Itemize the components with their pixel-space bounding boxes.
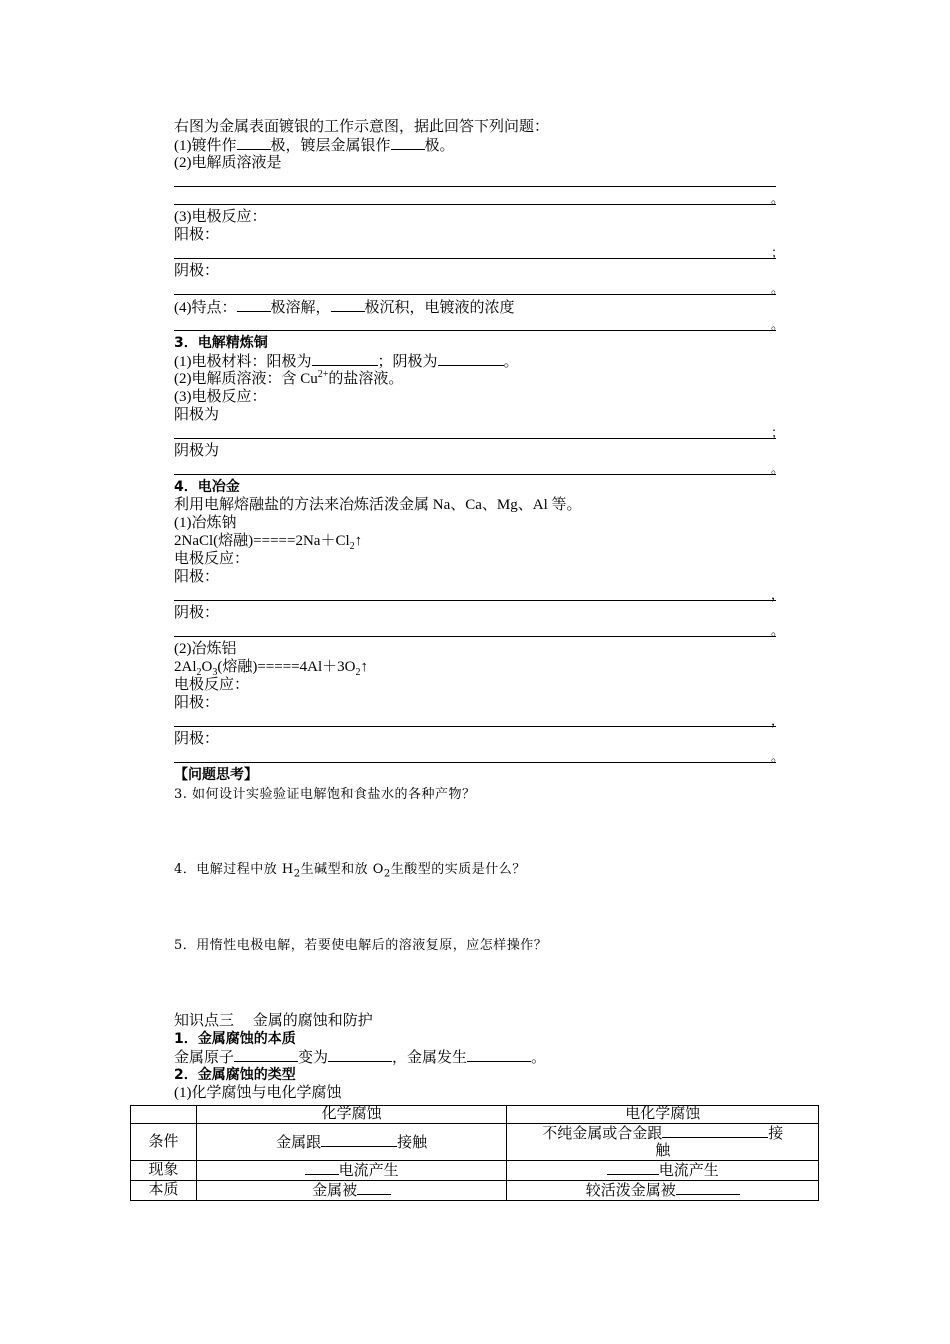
table-cell: 不纯金属或合金跟 接 触	[507, 1124, 819, 1161]
anode-label: 阳极：	[174, 227, 220, 243]
answer-line[interactable]: 。	[174, 190, 784, 208]
table-cell: 金属跟 接触	[196, 1124, 507, 1161]
table-row	[131, 1181, 819, 1201]
aluminum-equation: $2Al_2O_3$(熔融)$=====4Al+3O_2↑$	[174, 659, 368, 678]
table-cell: 电流产生	[196, 1161, 507, 1181]
sec4-aluminum: (2)冶炼铝	[174, 641, 237, 657]
table-row	[131, 1161, 819, 1181]
kp3-title: 知识点三 金属的腐蚀和防护	[174, 1013, 373, 1029]
answer-blank[interactable]	[391, 136, 425, 150]
kp3-section-1: 1．金属腐蚀的本质	[174, 1031, 296, 1047]
cathode-label: 阴极：	[174, 731, 220, 747]
electrode-reaction-label: 电极反应：	[174, 551, 250, 567]
sec4-desc: 利用电解熔融盐的方法来冶炼活泼金属 Na、Ca、Mg、Al 等。	[174, 497, 582, 513]
table-header-cell	[131, 1106, 197, 1124]
think-question-5: 5．用惰性电极电解，若要使电解后的溶液复原，应怎样操作？	[174, 938, 548, 953]
row-label: 现象	[131, 1161, 197, 1181]
sec3-cathode: 阴极为	[174, 443, 220, 459]
table-header-cell: 化学腐蚀	[196, 1106, 507, 1124]
anode-label: 阳极：	[174, 569, 220, 585]
think-question-4: 4．电解过程中放 $H_2$生碱型和放 $O_2$生酸型的实质是什么？	[174, 862, 526, 880]
answer-blank[interactable]	[305, 1161, 339, 1175]
kp3-section-2-sub: (1)化学腐蚀与电化学腐蚀	[174, 1085, 342, 1101]
row-label: 本质	[131, 1181, 197, 1201]
question-1: (1)镀件作 极，镀层金属银作 极。	[174, 138, 455, 154]
answer-line[interactable]: ，	[174, 586, 784, 604]
sec3-line-3: (3)电极反应：	[174, 389, 267, 405]
answer-line[interactable]: 。	[174, 748, 784, 766]
sodium-equation: 2NaCl(熔融)$=====2Na+Cl_2↑$	[174, 533, 363, 552]
table-header-cell: 电化学腐蚀	[507, 1106, 819, 1124]
sec3-anode: 阳极为	[174, 407, 220, 423]
table-cell: 金属被	[196, 1181, 507, 1201]
table-header-row	[131, 1106, 819, 1124]
answer-blank[interactable]	[312, 352, 378, 366]
answer-line[interactable]	[174, 172, 784, 190]
kp3-section-1-line: 金属原子 变为 ，金属发生 。	[174, 1050, 547, 1066]
intro-text: 右图为金属表面镀银的工作示意图，据此回答下列问题：	[174, 119, 550, 135]
answer-blank[interactable]	[676, 1181, 740, 1195]
corrosion-comparison-table	[130, 1105, 819, 1201]
answer-blank[interactable]	[331, 298, 365, 312]
answer-blank[interactable]	[237, 298, 271, 312]
kp3-section-2: 2．金属腐蚀的类型	[174, 1067, 296, 1083]
answer-blank[interactable]	[438, 352, 504, 366]
think-question-3: 3. 如何设计实验验证电解饱和食盐水的各种产物？	[174, 787, 476, 802]
question-4: (4)特点： 极溶解， 极沉积，电镀液的浓度	[174, 300, 515, 316]
answer-blank[interactable]	[234, 1048, 298, 1062]
answer-line[interactable]: 。	[174, 316, 784, 334]
answer-line[interactable]: 。	[174, 622, 784, 640]
answer-blank[interactable]	[662, 1124, 768, 1138]
answer-line[interactable]: 。	[174, 460, 784, 478]
answer-blank[interactable]	[321, 1133, 397, 1147]
anode-label: 阳极：	[174, 695, 220, 711]
answer-line[interactable]: ，	[174, 712, 784, 730]
table-row	[131, 1124, 819, 1161]
table-cell: 电流产生	[507, 1161, 819, 1181]
answer-line[interactable]: ；	[174, 424, 784, 442]
answer-blank[interactable]	[237, 136, 271, 150]
table-cell: 较活泼金属被	[507, 1181, 819, 1201]
answer-line[interactable]: ；	[174, 244, 784, 262]
cathode-label: 阴极：	[174, 605, 220, 621]
sec3-line-1: (1)电极材料：阳极为 ；阴极为 。	[174, 354, 519, 370]
answer-line[interactable]: 。	[174, 280, 784, 298]
think-title: 【问题思考】	[174, 767, 258, 783]
sec3-line-2: (2)电解质溶液：含 $Cu^{2+}$的盐溶液。	[174, 369, 404, 387]
question-2: (2)电解质溶液是	[174, 155, 282, 171]
answer-blank[interactable]	[357, 1181, 391, 1195]
row-label: 条件	[131, 1124, 197, 1161]
answer-blank[interactable]	[607, 1161, 659, 1175]
cathode-label: 阴极：	[174, 263, 220, 279]
question-3: (3)电极反应：	[174, 209, 267, 225]
worksheet	[174, 118, 784, 1102]
section-4-title: 4．电冶金	[174, 479, 240, 495]
answer-blank[interactable]	[328, 1048, 392, 1062]
electrode-reaction-label: 电极反应：	[174, 677, 250, 693]
sec4-sodium: (1)冶炼钠	[174, 515, 237, 531]
answer-blank[interactable]	[467, 1048, 531, 1062]
section-3-title: 3．电解精炼铜	[174, 335, 268, 351]
